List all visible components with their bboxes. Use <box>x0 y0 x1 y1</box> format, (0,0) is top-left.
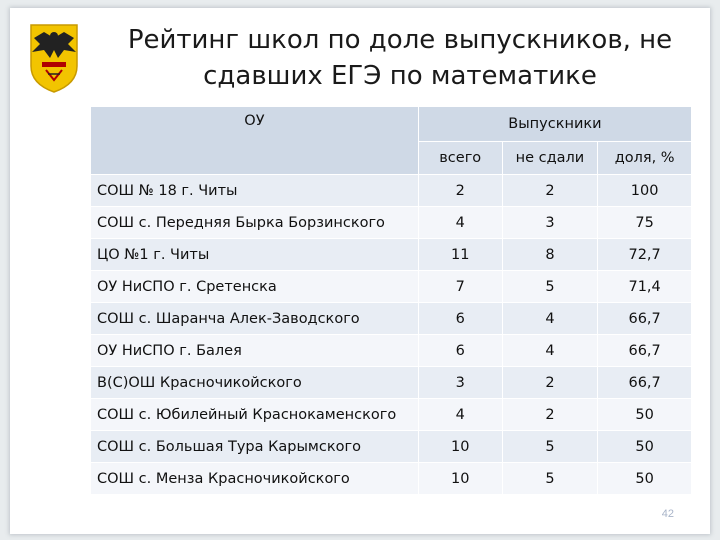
slide <box>10 8 710 534</box>
total-cell: 3 <box>418 367 502 399</box>
share-cell: 72,7 <box>598 239 692 271</box>
share-cell: 50 <box>598 463 692 495</box>
total-cell: 7 <box>418 271 502 303</box>
school-name: СОШ с. Передняя Бырка Борзинского <box>91 207 419 239</box>
failed-cell: 2 <box>502 175 598 207</box>
total-cell: 2 <box>418 175 502 207</box>
rating-table <box>90 106 692 495</box>
total-cell: 11 <box>418 239 502 271</box>
failed-cell: 4 <box>502 335 598 367</box>
page-number: 42 <box>661 508 674 520</box>
table-row <box>91 463 692 495</box>
table-row <box>91 367 692 399</box>
table-header-row <box>91 107 692 142</box>
school-name: СОШ с. Большая Тура Карымского <box>91 431 419 463</box>
total-cell: 6 <box>418 335 502 367</box>
school-name: ОУ НиСПО г. Сретенска <box>91 271 419 303</box>
table-row <box>91 207 692 239</box>
title-line-1: Рейтинг школ по доле выпускников, не <box>127 25 673 55</box>
share-cell: 100 <box>598 175 692 207</box>
share-cell: 66,7 <box>598 335 692 367</box>
school-name: СОШ № 18 г. Читы <box>91 175 419 207</box>
table-row <box>91 399 692 431</box>
title-line-2: сдавших ЕГЭ по математике <box>203 61 597 91</box>
failed-cell: 8 <box>502 239 598 271</box>
header-total: всего <box>418 142 502 175</box>
header-graduates: Выпускники <box>418 107 691 142</box>
header-ou: ОУ <box>91 107 419 175</box>
total-cell: 10 <box>418 463 502 495</box>
slide-title <box>110 22 690 94</box>
failed-cell: 5 <box>502 431 598 463</box>
table-row <box>91 239 692 271</box>
table-row <box>91 175 692 207</box>
school-name: СОШ с. Шаранча Алек-Заводского <box>91 303 419 335</box>
table-row <box>91 431 692 463</box>
table-row <box>91 303 692 335</box>
total-cell: 10 <box>418 431 502 463</box>
header-failed: не сдали <box>502 142 598 175</box>
share-cell: 66,7 <box>598 303 692 335</box>
school-name: СОШ с. Менза Красночикойского <box>91 463 419 495</box>
failed-cell: 4 <box>502 303 598 335</box>
table-row <box>91 335 692 367</box>
failed-cell: 3 <box>502 207 598 239</box>
share-cell: 66,7 <box>598 367 692 399</box>
failed-cell: 5 <box>502 271 598 303</box>
share-cell: 71,4 <box>598 271 692 303</box>
header-share: доля, % <box>598 142 692 175</box>
total-cell: 4 <box>418 399 502 431</box>
failed-cell: 5 <box>502 463 598 495</box>
school-name: В(С)ОШ Красночикойского <box>91 367 419 399</box>
failed-cell: 2 <box>502 367 598 399</box>
school-name: ЦО №1 г. Читы <box>91 239 419 271</box>
total-cell: 6 <box>418 303 502 335</box>
share-cell: 50 <box>598 399 692 431</box>
school-name: СОШ с. Юбилейный Краснокаменского <box>91 399 419 431</box>
total-cell: 4 <box>418 207 502 239</box>
failed-cell: 2 <box>502 399 598 431</box>
share-cell: 50 <box>598 431 692 463</box>
school-name: ОУ НиСПО г. Балея <box>91 335 419 367</box>
share-cell: 75 <box>598 207 692 239</box>
table-row <box>91 271 692 303</box>
coat-of-arms-icon <box>28 22 80 94</box>
